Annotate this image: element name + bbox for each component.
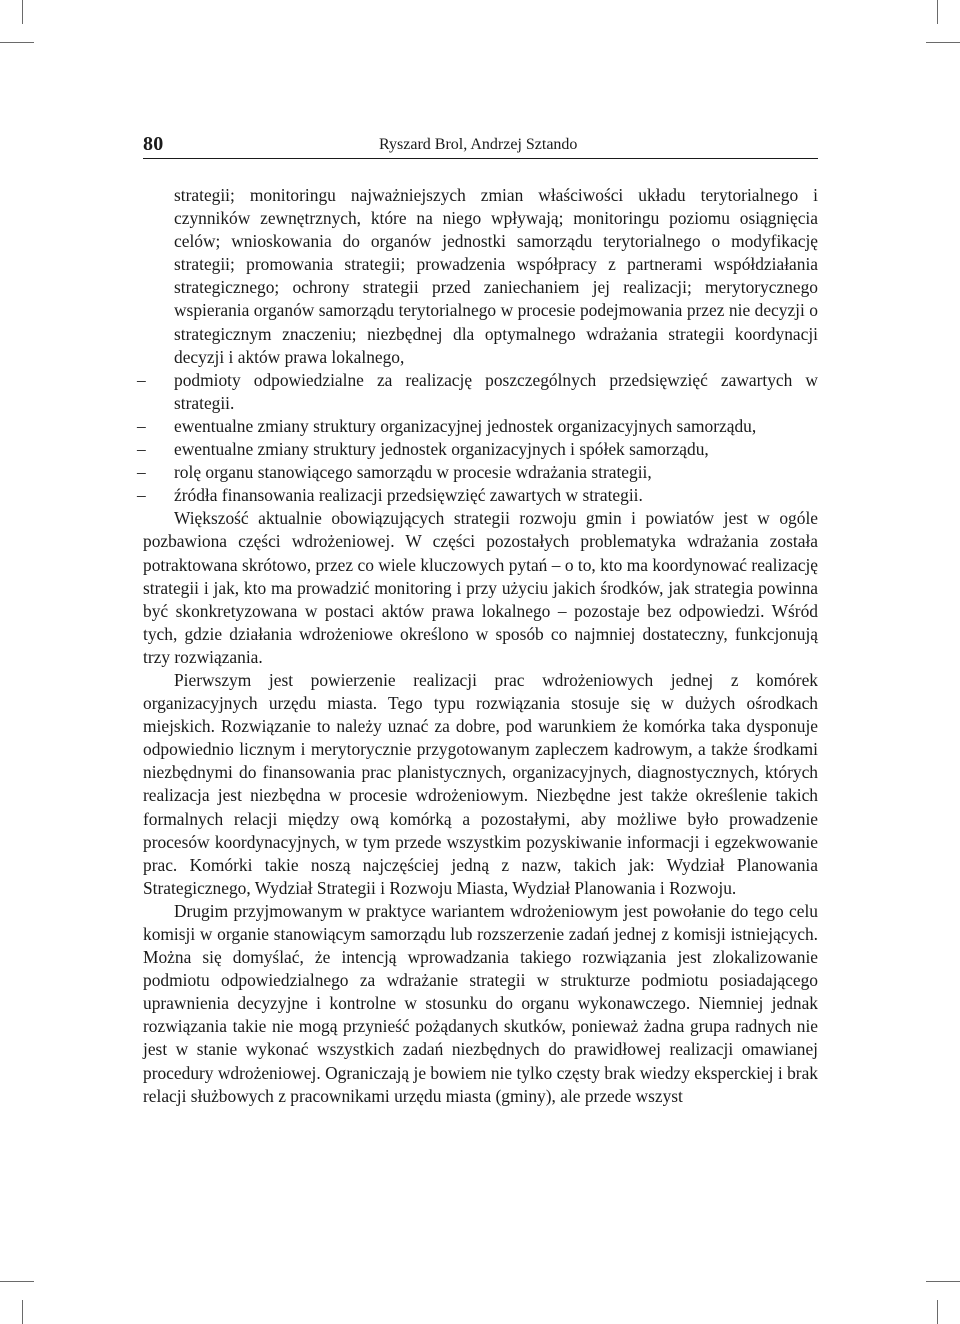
crop-mark xyxy=(937,1300,938,1324)
list-item-text: rolę organu stanowiącego samorządu w procesie wdrażania strategii, xyxy=(174,462,652,483)
list-item xyxy=(137,438,818,461)
paragraph: Większość aktualnie obowiązujących strategii rozwoju gmin i powiatów jest w ogóle pozbawiona części wdrożeniowej. W części pozostałych problematyka wdrażania została potraktowana skrótowo, przez co wiele kluczowych pytań – o to, kto ma koordynować realizację strategii i jak, kto ma prowadzić monitoring i przy użyciu jakich środków, jak strategia powinna być skonkretyzowana w postaci aktów prawa lokalnego – pozostaje bez odpowiedzi. Wśród tych, gdzie działania wdrożeniowe określono w sposób co najmniej dostateczny, funkcjonują trzy rozwiązania. xyxy=(143,508,818,667)
page-number: 80 xyxy=(143,133,164,155)
list-dash: – xyxy=(137,439,146,460)
crop-mark xyxy=(926,1281,960,1282)
list-item-text: ewentualne zmiany struktury jednostek organizacyjnych i spółek samorządu, xyxy=(174,439,709,460)
running-head-authors: Ryszard Brol, Andrzej Sztando xyxy=(379,136,578,153)
crop-mark xyxy=(22,0,23,24)
list-item-text: źródła finansowania realizacji przedsięwzięć zawartych w strategii. xyxy=(174,485,643,506)
list-item-text: podmioty odpowiedzialne za realizację poszczególnych przedsięwzięć zawartych w strategii. xyxy=(174,369,818,413)
body-text xyxy=(137,184,818,1108)
list-item xyxy=(137,461,818,484)
list-item xyxy=(137,369,818,415)
list-dash: – xyxy=(137,485,146,506)
list-dash: – xyxy=(137,462,146,483)
crop-mark xyxy=(0,42,34,43)
crop-mark xyxy=(0,1281,34,1282)
list-item-continuation: strategii; monitoringu najważniejszych zmian właściwości układu terytorialnego i czynników zewnętrznych, które na niego wpływają; monitoringu poziomu osiągnięcia celów; wnioskowania do organów jednostki samorządu terytorialnego o modyfikację strategii; promowania strategii; prowadzenia współpracy z partnerami współdziałania strategicznego; ochrony strategii przed zaniechaniem jej realizacji; merytorycznego wspierania organów samorządu terytorialnego w procesie podejmowania przez nie decyzji o strategicznym znaczeniu; niezbędnej dla optymalnego wdrażania strategii koordynacji decyzji i aktów prawa lokalnego, xyxy=(174,185,818,367)
list-item xyxy=(137,484,818,507)
list-dash: – xyxy=(137,415,146,436)
list-dash: – xyxy=(137,369,146,390)
crop-mark xyxy=(22,1300,23,1324)
list-item xyxy=(137,415,818,438)
paragraph: Pierwszym jest powierzenie realizacji prac wdrożeniowych jednej z komórek organizacyjnych urzędu miasta. Tego typu rozwiązania stosuje się w dużych ośrodkach miejskich. Rozwiązanie to należy uznać za dobre, pod warunkiem że komórka taka dysponuje odpowiednio licznym i merytorycznie przygotowanym zapleczem kadrowym, a także środkami niezbędnymi do finansowania prac planistycznych, organizacyjnych, diagnostycznych, których realizacja jest niezbędna w procesie wdrożeniowym. Niezbędne jest także określenie takich formalnych relacji między ową komórką a pozostałymi, aby możliwe było prowadzenie procesów koordynacyjnych, w tym przede wszystkim pozyskiwanie informacji i egzekwowanie prac. Komórki takie noszą najczęściej jedną z nazw, takich jak: Wydział Planowania Strategicznego, Wydział Strategii i Rozwoju Miasta, Wydział Planowania i Rozwoju. xyxy=(143,669,818,898)
list-item-text: ewentualne zmiany struktury organizacyjnej jednostek organizacyjnych samorządu, xyxy=(174,415,757,436)
paragraph: Drugim przyjmowanym w praktyce wariantem wdrożeniowym jest powołanie do tego celu komisji w organie stanowiącym samorządu lub rozszerzenie zadań jednej z komisji istniejących. Można się domyślać, że intencją wprowadzania takiego rozwiązania jest zlokalizowanie podmiotu odpowiedzialnego za wdrażanie strategii w strukturze podmiotu posiadającego uprawnienia decyzyjne i kontrolne w stosunku do organu wykonawczego. Niemniej jednak rozwiązania takie nie mogą przynieść pożądanych skutków, ponieważ żadna grupa radnych nie jest w stanie wykonać wszystkich zadań niezbędnych do prawidłowej realizacji omawianej procedury wdrożeniowej. Ograniczają je bowiem nie tylko częsty brak wiedzy eksperckiej i brak relacji służbowych z pracownikami urzędu miasta (gminy), ale przede wszyst xyxy=(143,900,818,1106)
page-header xyxy=(143,130,818,159)
crop-mark xyxy=(926,42,960,43)
crop-mark xyxy=(937,0,938,24)
